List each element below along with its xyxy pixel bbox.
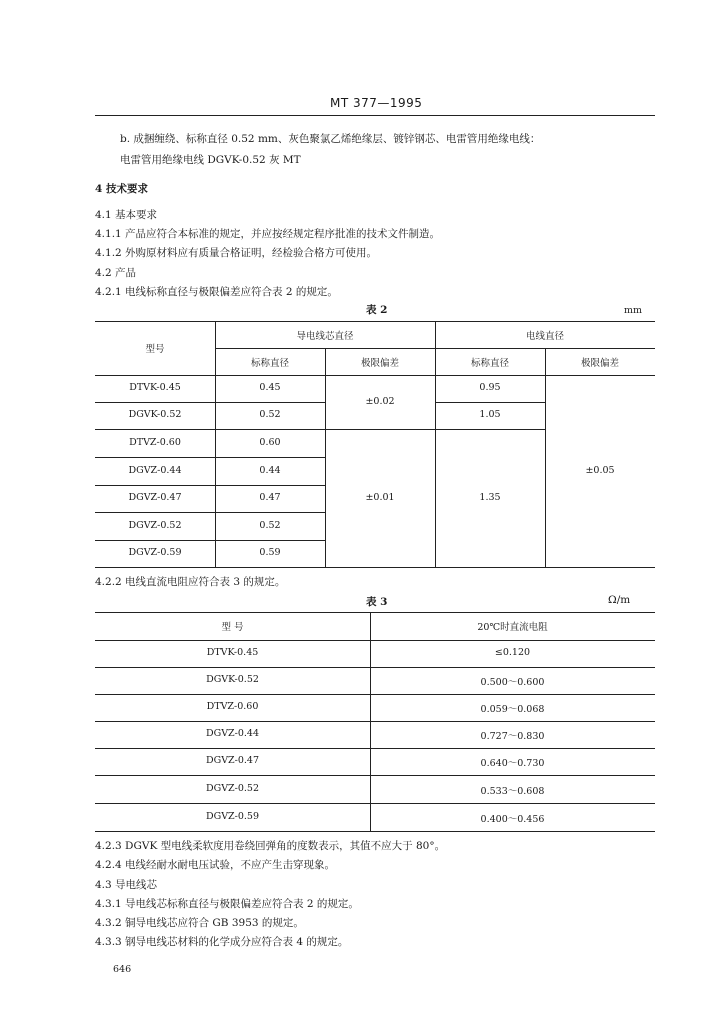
table2-header-core: 导电线芯直径 xyxy=(296,331,354,342)
table2-core-nominal: 0.44 xyxy=(259,465,281,476)
section-4-3-3: 4.3.3 钢导电线芯材料的化学成分应符合表 4 的规定。 xyxy=(95,936,349,948)
table2-wire-deviation: ±0.05 xyxy=(585,465,615,476)
table2-core-nominal: 0.52 xyxy=(259,520,281,531)
item-b-text: b. 成捆缠绕、标称直径 0.52 mm、灰色聚氯乙烯绝缘层、镀锌钢芯、电雷管用绝缘电线： xyxy=(120,133,541,145)
table2-core-nominal: 0.59 xyxy=(259,547,281,558)
table2-header-wire-deviation: 极限偏差 xyxy=(580,358,619,369)
table2-core-deviation-a: ±0.02 xyxy=(365,396,395,407)
section-4-3-2: 4.3.2 铜导电线芯应符合 GB 3953 的规定。 xyxy=(95,917,304,929)
example-designation: 电雷管用绝缘电线 DGVK-0.52 灰 MT xyxy=(120,154,301,166)
table3-header-resistance: 20℃时直流电阻 xyxy=(477,622,548,633)
table3-value: 0.640～0.730 xyxy=(480,758,545,769)
table3-value: 0.500～0.600 xyxy=(480,677,545,688)
header-rule xyxy=(95,115,655,116)
table2-row-rule xyxy=(435,402,545,403)
table3-value: 0.533～0.608 xyxy=(480,786,545,797)
table3-model: DTVK-0.45 xyxy=(206,647,259,658)
section-4-2: 4.2 产品 xyxy=(95,267,137,279)
table2-row-rule xyxy=(95,485,325,486)
table2-row-rule xyxy=(95,457,325,458)
table2-row-rule xyxy=(95,402,325,403)
table2-header-rule xyxy=(95,375,655,376)
table2-wire-nominal-2: 1.05 xyxy=(479,409,501,420)
table3-model: DTVZ-0.60 xyxy=(206,701,259,712)
table3-model: DGVZ-0.52 xyxy=(205,783,260,794)
table3-header-rule xyxy=(95,640,655,641)
table2-model: DTVZ-0.60 xyxy=(129,437,181,448)
section-4-1-1: 4.1.1 产品应符合本标准的规定，并应按经规定程序批准的技术文件制造。 xyxy=(95,228,441,240)
table3-model: DGVZ-0.44 xyxy=(205,728,260,739)
table2-model: DGVZ-0.47 xyxy=(128,492,182,503)
table3-value: 0.727～0.830 xyxy=(480,731,545,742)
standard-header: MT 377—1995 xyxy=(330,96,423,110)
table2-wire-nominal-1: 0.95 xyxy=(479,382,501,393)
table2-model: DGVK-0.52 xyxy=(128,409,182,420)
table3-caption: 表 3 xyxy=(366,596,388,608)
table2-row-rule xyxy=(95,429,545,430)
table2-col-rule xyxy=(325,348,326,567)
table3-unit: Ω/m xyxy=(608,594,631,606)
table3-model: DGVZ-0.47 xyxy=(205,755,260,766)
table3-row-rule xyxy=(95,667,655,668)
section-4-1: 4.1 基本要求 xyxy=(95,209,158,221)
table2-header-wire: 电线直径 xyxy=(525,331,564,342)
section-4-2-3: 4.2.3 DGVK 型电线柔软度用卷绕回弹角的度数表示，其值不应大于 80°。 xyxy=(95,840,446,852)
table2-core-nominal: 0.52 xyxy=(259,409,281,420)
table2-unit: mm xyxy=(624,305,643,316)
table2-core-nominal: 0.47 xyxy=(259,492,281,503)
table2-top-rule xyxy=(95,321,655,322)
table3-row-rule xyxy=(95,748,655,749)
table2-core-nominal: 0.45 xyxy=(259,382,281,393)
page-number: 646 xyxy=(113,964,132,975)
table3-row-rule xyxy=(95,775,655,776)
table3-col-rule xyxy=(370,612,371,831)
table2-row-rule xyxy=(95,540,325,541)
section-4-3: 4.3 导电线芯 xyxy=(95,879,158,891)
table3-row-rule xyxy=(95,694,655,695)
section-4-heading: 4 技术要求 xyxy=(95,183,148,195)
table2-model: DGVZ-0.52 xyxy=(128,520,182,531)
table2-model: DGVZ-0.44 xyxy=(128,465,182,476)
table2-model: DTVK-0.45 xyxy=(129,382,181,393)
table2-bottom-rule xyxy=(95,567,655,568)
section-4-2-2: 4.2.2 电线直流电阻应符合表 3 的规定。 xyxy=(95,576,286,588)
table2-header-core-deviation: 极限偏差 xyxy=(360,358,399,369)
table2-header-model: 型号 xyxy=(145,344,165,355)
section-4-2-1: 4.2.1 电线标称直径与极限偏差应符合表 2 的规定。 xyxy=(95,286,338,298)
table3-value: 0.059～0.068 xyxy=(480,704,545,715)
table2-row-rule xyxy=(95,512,325,513)
table3-top-rule xyxy=(95,612,655,613)
table2-header-wire-nominal: 标称直径 xyxy=(470,358,509,369)
section-4-3-1: 4.3.1 导电线芯标称直径与极限偏差应符合表 2 的规定。 xyxy=(95,898,359,910)
table2-wire-nominal-3: 1.35 xyxy=(479,492,501,503)
table2-col-rule xyxy=(545,348,546,567)
table3-row-rule xyxy=(95,721,655,722)
table3-header-model: 型 号 xyxy=(221,622,244,633)
table3-value: 0.400～0.456 xyxy=(480,814,545,825)
table3-value: ≤0.120 xyxy=(494,647,531,658)
table2-model: DGVZ-0.59 xyxy=(128,547,182,558)
table2-caption: 表 2 xyxy=(366,304,388,316)
table3-row-rule xyxy=(95,803,655,804)
section-4-1-2: 4.1.2 外购原材料应有质量合格证明，经检验合格方可使用。 xyxy=(95,247,378,259)
table3-model: DGVZ-0.59 xyxy=(205,811,260,822)
table3-model: DGVK-0.52 xyxy=(206,674,259,685)
table2-header-core-nominal: 标称直径 xyxy=(250,358,289,369)
section-4-2-4: 4.2.4 电线经耐水耐电压试验，不应产生击穿现象。 xyxy=(95,859,336,871)
table2-core-deviation-b: ±0.01 xyxy=(365,492,395,503)
table2-core-nominal: 0.60 xyxy=(259,437,281,448)
table3-bottom-rule xyxy=(95,831,655,832)
